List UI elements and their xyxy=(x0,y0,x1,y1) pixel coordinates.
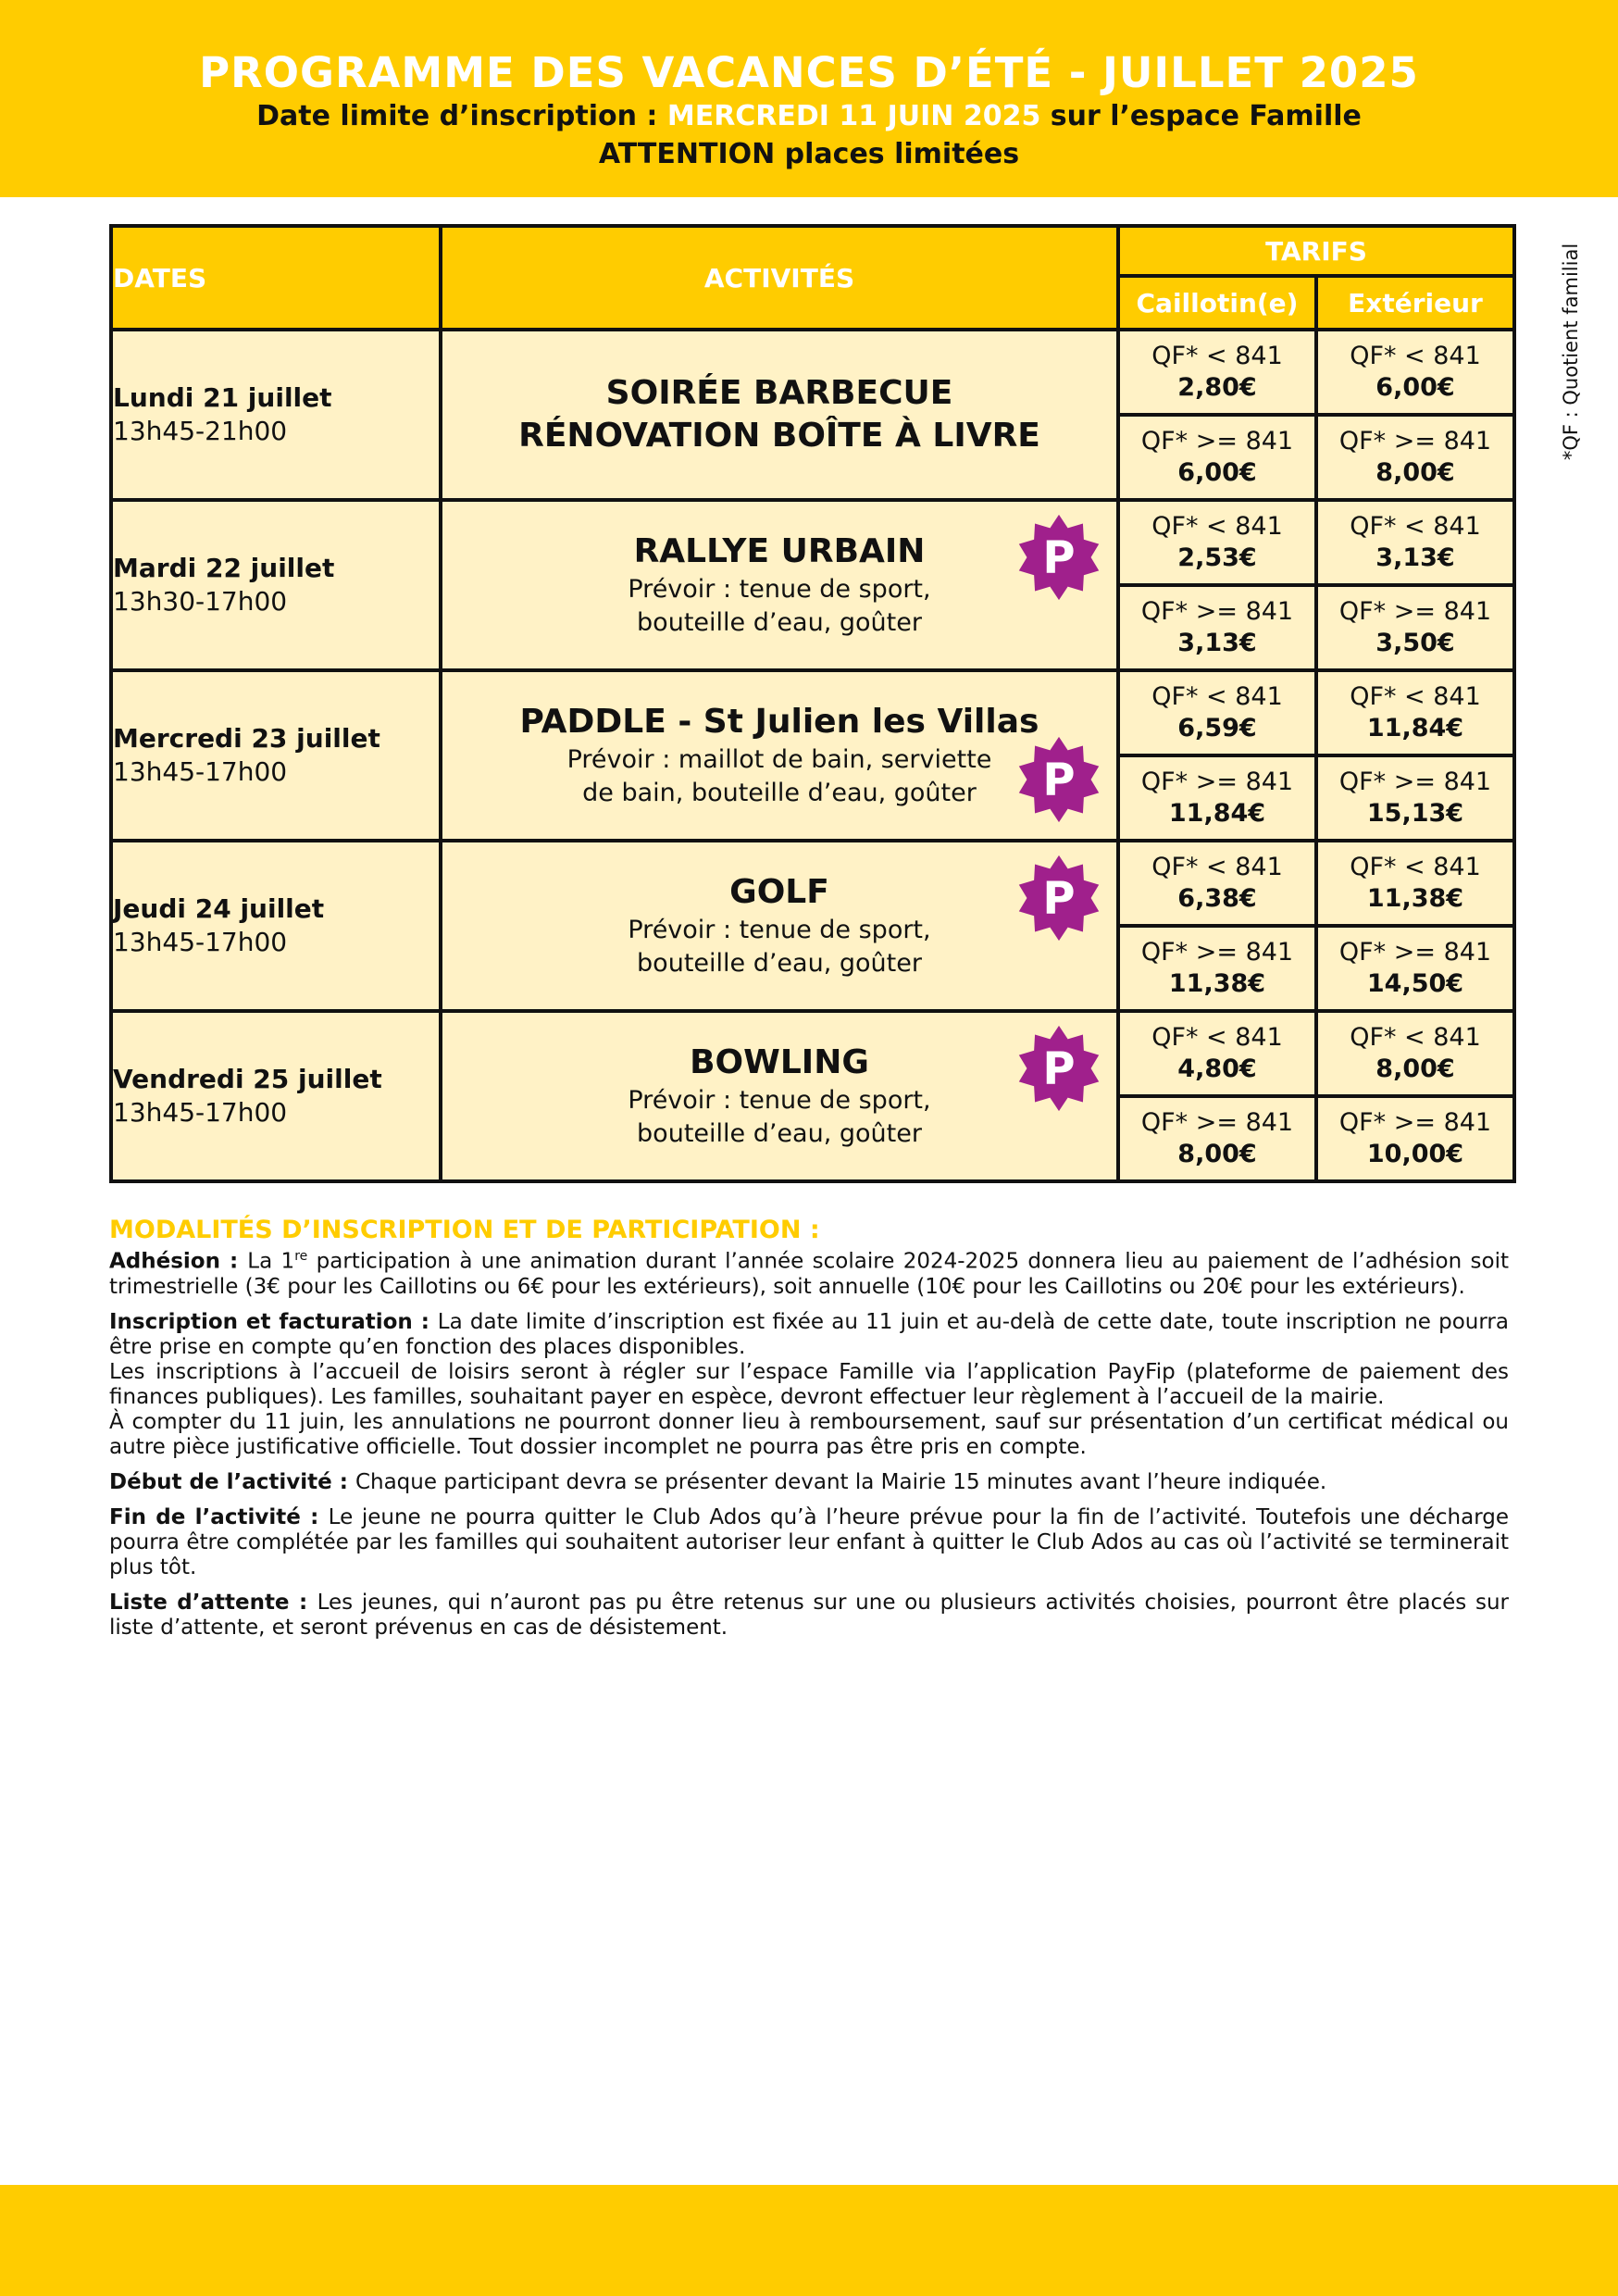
inscription-paragraph xyxy=(109,1310,1509,1360)
date-time: 13h45-17h00 xyxy=(113,1097,288,1128)
qf-condition: QF* >= 841 xyxy=(1140,427,1294,455)
price-amount: 6,00€ xyxy=(1177,458,1257,487)
table-row xyxy=(111,1011,1514,1096)
price-amount: 2,53€ xyxy=(1177,543,1257,572)
adhesion-paragraph xyxy=(109,1244,1509,1300)
date-time: 13h30-17h00 xyxy=(113,586,288,617)
date-day: Vendredi 25 juillet xyxy=(113,1064,382,1094)
fin-text: Le jeune ne pourra quitter le Club Ados qu’à l’heure prévue pour la fin de l’activité. Toutefois une décharge pourra être complétée par les familles qui souhaitent autoriser leur enfant à quitter le Club Ados au cas où l’activité se terminerait plus tôt. xyxy=(109,1504,1509,1579)
paid-activity-badge-icon xyxy=(1014,1024,1103,1113)
price-caillotin-low xyxy=(1118,1011,1316,1096)
qf-condition: QF* >= 841 xyxy=(1338,597,1492,626)
inscription-text: La date limite d’inscription est fixée au 11 juin et au-delà de cette date, toute inscription ne pourra être prise en compte qu’en fonction des places disponibles. xyxy=(109,1309,1509,1359)
price-caillotin-low xyxy=(1118,330,1316,415)
debut-paragraph xyxy=(109,1470,1509,1495)
date-day: Jeudi 24 juillet xyxy=(113,893,325,924)
price-amount: 8,00€ xyxy=(1375,458,1455,487)
qf-condition: QF* >= 841 xyxy=(1140,597,1294,626)
activity-title: GOLF xyxy=(729,873,829,911)
qf-condition: QF* < 841 xyxy=(1151,342,1283,370)
price-amount: 11,38€ xyxy=(1366,884,1464,913)
activity-title: RALLYE URBAIN xyxy=(633,532,926,570)
qf-condition: QF* < 841 xyxy=(1350,853,1481,881)
price-amount: 3,13€ xyxy=(1375,543,1455,572)
price-exterieur-low xyxy=(1316,1011,1514,1096)
qf-condition: QF* < 841 xyxy=(1350,512,1481,541)
activity-title: PADDLE - St Julien les Villas xyxy=(519,703,1039,741)
price-amount: 3,50€ xyxy=(1375,629,1455,657)
qf-condition: QF* < 841 xyxy=(1350,682,1481,711)
header-dates: DATES xyxy=(111,226,441,330)
deadline-line xyxy=(0,100,1618,132)
inscription-paragraph-2: Les inscriptions à l’accueil de loisirs seront à régler sur l’espace Famille via l’application PayFip (plateforme de paiement des finances publiques). Les familles, souhaitant payer en espèce, devront effectuer leur règlement à l’accueil de la mairie. xyxy=(109,1359,1509,1409)
date-time: 13h45-17h00 xyxy=(113,756,288,787)
activity-note-line2: bouteille d’eau, goûter xyxy=(637,949,922,978)
date-day: Mardi 22 juillet xyxy=(113,553,335,583)
price-amount: 11,38€ xyxy=(1168,969,1266,998)
price-exterieur-low xyxy=(1316,670,1514,755)
badge-letter: P xyxy=(1042,531,1076,584)
table-row xyxy=(111,670,1514,755)
price-caillotin-high xyxy=(1118,415,1316,500)
date-day: Mercredi 23 juillet xyxy=(113,723,380,754)
price-amount: 8,00€ xyxy=(1375,1054,1455,1083)
attente-text: Les jeunes, qui n’auront pas pu être retenus sur une ou plusieurs activités choisies, pourront être placés sur liste d’attente, et seront prévenus en cas de désistement. xyxy=(109,1590,1509,1640)
adhesion-pre: La 1 xyxy=(247,1249,295,1274)
price-amount: 6,38€ xyxy=(1177,884,1257,913)
paid-activity-badge-icon xyxy=(1014,513,1103,602)
activity-note-line2: bouteille d’eau, goûter xyxy=(637,1119,922,1148)
qf-condition: QF* >= 841 xyxy=(1338,1108,1492,1137)
price-amount: 14,50€ xyxy=(1366,969,1464,998)
activity-cell xyxy=(441,500,1118,670)
qf-footnote xyxy=(1557,222,1585,481)
activity-title: SOIRÉE BARBECUE xyxy=(605,374,953,412)
table-row xyxy=(111,500,1514,585)
inscription-label: Inscription et facturation : xyxy=(109,1309,438,1334)
activity-title: BOWLING xyxy=(690,1043,869,1081)
price-caillotin-low xyxy=(1118,841,1316,926)
activity-cell xyxy=(441,841,1118,1011)
paid-activity-badge-icon xyxy=(1014,735,1103,824)
qf-condition: QF* < 841 xyxy=(1151,853,1283,881)
qf-condition: QF* >= 841 xyxy=(1140,1108,1294,1137)
price-caillotin-high xyxy=(1118,926,1316,1011)
qf-condition: QF* >= 841 xyxy=(1140,938,1294,967)
adhesion-sup: re xyxy=(294,1249,308,1264)
attention-notice: ATTENTION places limitées xyxy=(598,138,1020,170)
price-amount: 6,59€ xyxy=(1177,714,1257,742)
qf-condition: QF* >= 841 xyxy=(1338,767,1492,796)
table-row xyxy=(111,841,1514,926)
qf-condition: QF* < 841 xyxy=(1151,1023,1283,1052)
deadline-prefix: Date limite d’inscription : xyxy=(256,100,667,132)
price-exterieur-high xyxy=(1316,755,1514,841)
date-cell xyxy=(111,330,441,500)
qf-condition: QF* < 841 xyxy=(1350,1023,1481,1052)
price-caillotin-high xyxy=(1118,755,1316,841)
header-activites: ACTIVITÉS xyxy=(441,226,1118,330)
price-amount: 11,84€ xyxy=(1168,799,1266,828)
badge-letter: P xyxy=(1042,754,1076,806)
attente-label: Liste d’attente : xyxy=(109,1590,317,1615)
fin-label: Fin de l’activité : xyxy=(109,1504,329,1529)
activity-note-line2: bouteille d’eau, goûter xyxy=(637,608,922,637)
date-time: 13h45-17h00 xyxy=(113,927,288,957)
date-cell xyxy=(111,670,441,841)
deadline-date: MERCREDI 11 JUIN 2025 xyxy=(666,100,1041,132)
price-amount: 8,00€ xyxy=(1177,1140,1257,1168)
price-exterieur-low xyxy=(1316,500,1514,585)
activity-note: Prévoir : tenue de sport, xyxy=(628,916,931,944)
price-caillotin-high xyxy=(1118,1096,1316,1181)
deadline-suffix: sur l’espace Famille xyxy=(1040,100,1362,132)
footer-banner xyxy=(0,2185,1618,2296)
debut-label: Début de l’activité : xyxy=(109,1469,355,1494)
debut-text: Chaque participant devra se présenter devant la Mairie 15 minutes avant l’heure indiquée. xyxy=(355,1469,1327,1494)
qf-condition: QF* >= 841 xyxy=(1338,427,1492,455)
price-amount: 4,80€ xyxy=(1177,1054,1257,1083)
qf-condition: QF* < 841 xyxy=(1350,342,1481,370)
price-exterieur-low xyxy=(1316,330,1514,415)
attente-paragraph xyxy=(109,1591,1509,1641)
price-amount: 10,00€ xyxy=(1366,1140,1464,1168)
qf-condition: QF* < 841 xyxy=(1151,512,1283,541)
header-exterieur: Extérieur xyxy=(1316,276,1514,330)
price-exterieur-high xyxy=(1316,415,1514,500)
adhesion-text: participation à une animation durant l’année scolaire 2024-2025 donnera lieu au paiement de l’adhésion soit trimestrielle (3€ pour les Caillotins ou 6€ pour les extérieurs), soit annuelle (10€ pour les Caillotins ou 20€ pour les extérieurs). xyxy=(109,1249,1510,1299)
modalites-section xyxy=(109,1217,1509,1651)
activity-note-line2: de bain, bouteille d’eau, goûter xyxy=(582,779,977,807)
header-tarifs: TARIFS xyxy=(1118,226,1514,276)
date-day: Lundi 21 juillet xyxy=(113,382,332,413)
price-amount: 2,80€ xyxy=(1177,373,1257,402)
qf-condition: QF* >= 841 xyxy=(1338,938,1492,967)
paid-activity-badge-icon xyxy=(1014,854,1103,942)
price-exterieur-high xyxy=(1316,585,1514,670)
adhesion-label: Adhésion : xyxy=(109,1249,248,1274)
badge-letter: P xyxy=(1042,872,1076,925)
program-table xyxy=(109,224,1516,1183)
price-amount: 6,00€ xyxy=(1375,373,1455,402)
price-amount: 3,13€ xyxy=(1177,629,1257,657)
price-caillotin-low xyxy=(1118,670,1316,755)
modalites-title: MODALITÉS D’INSCRIPTION ET DE PARTICIPATION : xyxy=(109,1216,820,1244)
activity-note: Prévoir : maillot de bain, serviette xyxy=(566,745,992,774)
table-row xyxy=(111,330,1514,415)
qf-condition: QF* >= 841 xyxy=(1140,767,1294,796)
price-exterieur-low xyxy=(1316,841,1514,926)
price-exterieur-high xyxy=(1316,1096,1514,1181)
activity-cell xyxy=(441,330,1118,500)
price-caillotin-low xyxy=(1118,500,1316,585)
qf-footnote-text: *QF : Quotient familial xyxy=(1560,243,1582,461)
activity-cell xyxy=(441,1011,1118,1181)
date-cell xyxy=(111,500,441,670)
activity-cell xyxy=(441,670,1118,841)
price-exterieur-high xyxy=(1316,926,1514,1011)
price-amount: 11,84€ xyxy=(1366,714,1464,742)
price-amount: 15,13€ xyxy=(1366,799,1464,828)
fin-paragraph xyxy=(109,1505,1509,1580)
activity-note: Prévoir : tenue de sport, xyxy=(628,1086,931,1115)
date-time: 13h45-21h00 xyxy=(113,416,288,446)
activity-title-line2: RÉNOVATION BOÎTE À LIVRE xyxy=(518,417,1040,455)
price-caillotin-high xyxy=(1118,585,1316,670)
header-caillotin: Caillotin(e) xyxy=(1118,276,1316,330)
qf-condition: QF* < 841 xyxy=(1151,682,1283,711)
inscription-paragraph-3: À compter du 11 juin, les annulations ne pourront donner lieu à remboursement, sauf sur présentation d’un certificat médical ou autre pièce justificative officielle. Tout dossier incomplet ne pourra pas être pris en compte. xyxy=(109,1409,1509,1459)
page-title: PROGRAMME DES VACANCES D’ÉTÉ - JUILLET 2025 xyxy=(199,48,1419,97)
date-cell xyxy=(111,1011,441,1181)
header-banner xyxy=(0,0,1618,197)
badge-letter: P xyxy=(1042,1042,1076,1095)
activity-note: Prévoir : tenue de sport, xyxy=(628,575,931,604)
date-cell xyxy=(111,841,441,1011)
